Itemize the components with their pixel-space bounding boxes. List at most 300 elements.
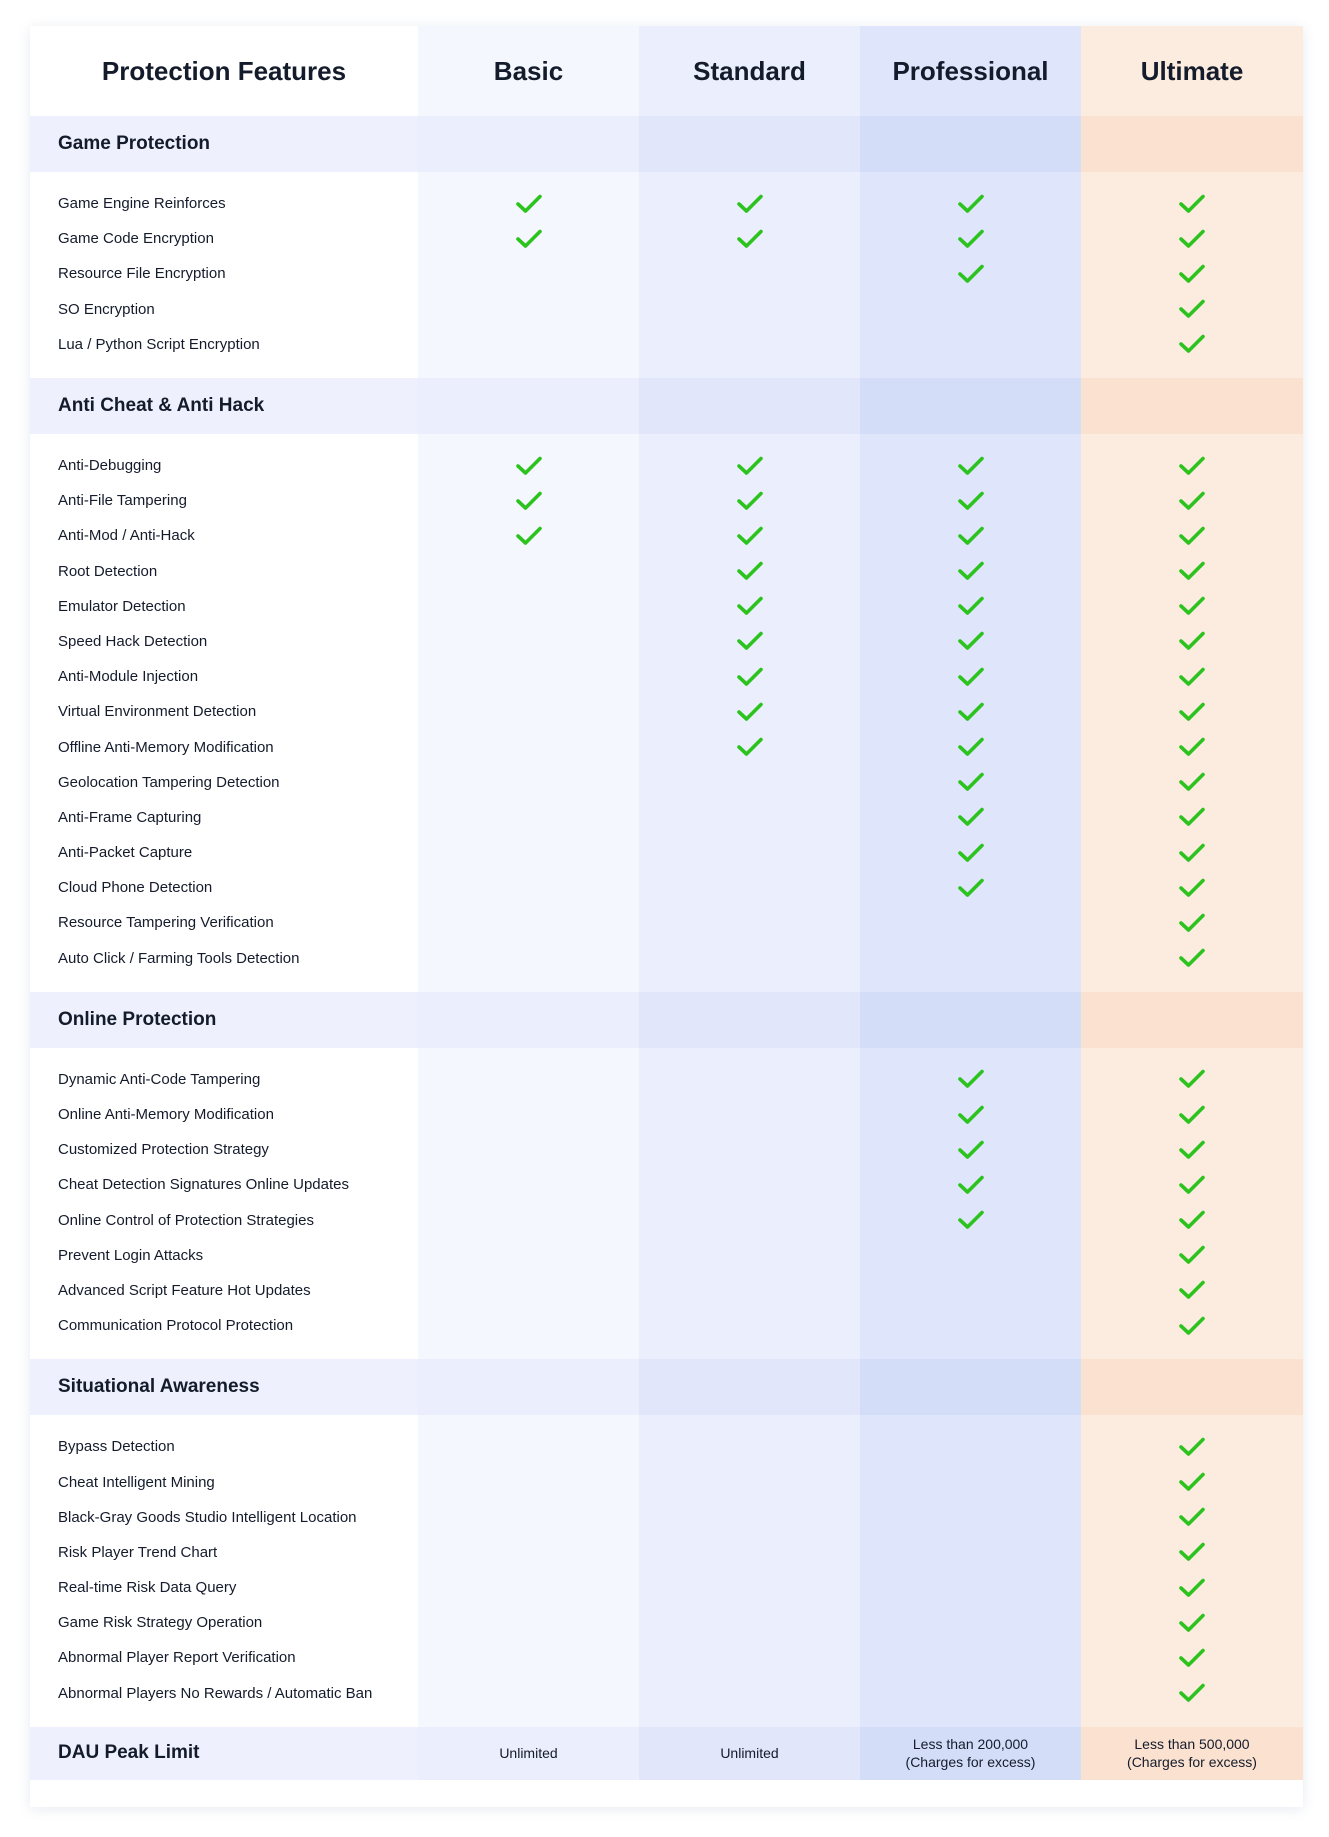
tier-cell-ultimate bbox=[1081, 448, 1303, 483]
tier-cell-basic bbox=[418, 659, 639, 694]
tier-cell-standard bbox=[639, 1605, 860, 1640]
check-icon bbox=[958, 526, 984, 546]
tier-cell-ultimate bbox=[1081, 1062, 1303, 1097]
spacer-cell bbox=[1081, 172, 1303, 186]
feature-row bbox=[30, 256, 1303, 291]
feature-name: Anti-Frame Capturing bbox=[30, 800, 418, 835]
feature-name: Offline Anti-Memory Modification bbox=[30, 729, 418, 764]
tier-cell-ultimate bbox=[1081, 186, 1303, 221]
section-tier-cell bbox=[860, 378, 1081, 434]
check-icon bbox=[958, 1175, 984, 1195]
feature-row bbox=[30, 1535, 1303, 1570]
spacer-cell bbox=[1081, 434, 1303, 448]
table-body bbox=[30, 116, 1303, 1727]
spacer-cell bbox=[418, 1711, 639, 1727]
tier-cell-professional bbox=[860, 729, 1081, 764]
feature-name: SO Encryption bbox=[30, 292, 418, 327]
dau-value-note: (Charges for excess) bbox=[1127, 1754, 1257, 1771]
tier-cell-standard bbox=[639, 1097, 860, 1132]
spacer-cell bbox=[639, 1415, 860, 1429]
tier-cell-basic bbox=[418, 186, 639, 221]
check-icon bbox=[1179, 737, 1205, 757]
spacer-cell bbox=[639, 1711, 860, 1727]
feature-name: Resource Tampering Verification bbox=[30, 905, 418, 940]
check-icon bbox=[1179, 561, 1205, 581]
tier-cell-standard bbox=[639, 1167, 860, 1202]
tier-cell-ultimate bbox=[1081, 1308, 1303, 1343]
check-icon bbox=[958, 772, 984, 792]
tier-cell-standard bbox=[639, 483, 860, 518]
tier-cell-basic bbox=[418, 1464, 639, 1499]
check-icon bbox=[958, 702, 984, 722]
tier-cell-ultimate bbox=[1081, 729, 1303, 764]
check-icon bbox=[1179, 1578, 1205, 1598]
dau-row bbox=[30, 1727, 1303, 1780]
check-icon bbox=[958, 807, 984, 827]
feature-name: Dynamic Anti-Code Tampering bbox=[30, 1062, 418, 1097]
feature-name: Cloud Phone Detection bbox=[30, 870, 418, 905]
tier-cell-standard bbox=[639, 765, 860, 800]
tier-cell-standard bbox=[639, 800, 860, 835]
check-icon bbox=[737, 631, 763, 651]
check-icon bbox=[958, 843, 984, 863]
check-icon bbox=[1179, 667, 1205, 687]
tier-cell-standard bbox=[639, 554, 860, 589]
check-icon bbox=[958, 491, 984, 511]
spacer-row bbox=[30, 172, 1303, 186]
section-tier-cell bbox=[639, 1359, 860, 1415]
check-icon bbox=[516, 526, 542, 546]
tier-cell-ultimate bbox=[1081, 1167, 1303, 1202]
check-icon bbox=[737, 667, 763, 687]
tier-cell-standard bbox=[639, 1429, 860, 1464]
spacer-cell bbox=[860, 362, 1081, 378]
spacer-cell bbox=[30, 172, 418, 186]
feature-name: Anti-Mod / Anti-Hack bbox=[30, 518, 418, 553]
tier-cell-ultimate bbox=[1081, 1640, 1303, 1675]
feature-name: Risk Player Trend Chart bbox=[30, 1535, 418, 1570]
tier-cell-ultimate bbox=[1081, 554, 1303, 589]
tier-cell-professional bbox=[860, 554, 1081, 589]
section-tier-cell bbox=[418, 1359, 639, 1415]
feature-row bbox=[30, 905, 1303, 940]
check-icon bbox=[1179, 948, 1205, 968]
feature-name: Geolocation Tampering Detection bbox=[30, 765, 418, 800]
spacer-cell bbox=[418, 172, 639, 186]
feature-name: Resource File Encryption bbox=[30, 256, 418, 291]
feature-name: Online Anti-Memory Modification bbox=[30, 1097, 418, 1132]
tier-cell-basic bbox=[418, 835, 639, 870]
pricing-comparison-card bbox=[30, 26, 1303, 1807]
tier-cell-professional bbox=[860, 870, 1081, 905]
dau-value-standard bbox=[639, 1727, 860, 1780]
tier-cell-standard bbox=[639, 1238, 860, 1273]
tier-cell-standard bbox=[639, 518, 860, 553]
tier-cell-ultimate bbox=[1081, 694, 1303, 729]
feature-name: Anti-Debugging bbox=[30, 448, 418, 483]
check-icon bbox=[1179, 1175, 1205, 1195]
feature-name: Prevent Login Attacks bbox=[30, 1238, 418, 1273]
feature-row bbox=[30, 1570, 1303, 1605]
tier-cell-ultimate bbox=[1081, 292, 1303, 327]
check-icon bbox=[516, 456, 542, 476]
feature-row bbox=[30, 518, 1303, 553]
feature-row bbox=[30, 1167, 1303, 1202]
check-icon bbox=[737, 737, 763, 757]
tier-cell-professional bbox=[860, 659, 1081, 694]
tier-cell-professional bbox=[860, 624, 1081, 659]
tier-cell-basic bbox=[418, 1132, 639, 1167]
feature-row bbox=[30, 1132, 1303, 1167]
check-icon bbox=[958, 561, 984, 581]
feature-row bbox=[30, 941, 1303, 976]
feature-row bbox=[30, 1203, 1303, 1238]
tier-cell-ultimate bbox=[1081, 483, 1303, 518]
tier-cell-professional bbox=[860, 1570, 1081, 1605]
spacer-cell bbox=[1081, 362, 1303, 378]
tier-cell-ultimate bbox=[1081, 765, 1303, 800]
section-header-row bbox=[30, 1359, 1303, 1415]
check-icon bbox=[1179, 1105, 1205, 1125]
check-icon bbox=[1179, 631, 1205, 651]
tier-cell-standard bbox=[639, 835, 860, 870]
spacer-cell bbox=[639, 1048, 860, 1062]
feature-row bbox=[30, 186, 1303, 221]
spacer-cell bbox=[639, 1343, 860, 1359]
check-icon bbox=[737, 194, 763, 214]
tier-cell-professional bbox=[860, 1464, 1081, 1499]
check-icon bbox=[958, 596, 984, 616]
check-icon bbox=[1179, 526, 1205, 546]
check-icon bbox=[1179, 1140, 1205, 1160]
feature-name: Customized Protection Strategy bbox=[30, 1132, 418, 1167]
spacer-cell bbox=[418, 1048, 639, 1062]
tier-cell-ultimate bbox=[1081, 1464, 1303, 1499]
section-header-row bbox=[30, 116, 1303, 172]
check-icon bbox=[1179, 807, 1205, 827]
feature-row bbox=[30, 327, 1303, 362]
feature-name: Communication Protocol Protection bbox=[30, 1308, 418, 1343]
feature-name: Cheat Detection Signatures Online Updates bbox=[30, 1167, 418, 1202]
tier-cell-standard bbox=[639, 292, 860, 327]
feature-comparison-table bbox=[30, 26, 1303, 1780]
tier-cell-ultimate bbox=[1081, 1273, 1303, 1308]
spacer-cell bbox=[639, 976, 860, 992]
tier-cell-ultimate bbox=[1081, 1429, 1303, 1464]
feature-row bbox=[30, 1500, 1303, 1535]
spacer-cell bbox=[30, 1415, 418, 1429]
spacer-cell bbox=[860, 976, 1081, 992]
tier-cell-professional bbox=[860, 1238, 1081, 1273]
spacer-cell bbox=[418, 362, 639, 378]
spacer-cell bbox=[639, 434, 860, 448]
tier-cell-standard bbox=[639, 186, 860, 221]
tier-cell-standard bbox=[639, 589, 860, 624]
check-icon bbox=[958, 1069, 984, 1089]
spacer-cell bbox=[30, 1048, 418, 1062]
tier-cell-professional bbox=[860, 221, 1081, 256]
spacer-row bbox=[30, 362, 1303, 378]
dau-value-line: Less than 500,000 bbox=[1134, 1736, 1250, 1753]
section-tier-cell bbox=[639, 378, 860, 434]
feature-row bbox=[30, 554, 1303, 589]
tier-cell-basic bbox=[418, 905, 639, 940]
tier-cell-standard bbox=[639, 448, 860, 483]
spacer-cell bbox=[30, 976, 418, 992]
check-icon bbox=[737, 702, 763, 722]
header-tier-standard: Standard bbox=[639, 26, 860, 116]
tier-cell-basic bbox=[418, 292, 639, 327]
tier-cell-standard bbox=[639, 870, 860, 905]
tier-cell-basic bbox=[418, 483, 639, 518]
feature-row bbox=[30, 448, 1303, 483]
tier-cell-ultimate bbox=[1081, 835, 1303, 870]
feature-row bbox=[30, 694, 1303, 729]
tier-cell-ultimate bbox=[1081, 221, 1303, 256]
tier-cell-standard bbox=[639, 1464, 860, 1499]
tier-cell-professional bbox=[860, 694, 1081, 729]
check-icon bbox=[1179, 299, 1205, 319]
section-tier-cell bbox=[860, 116, 1081, 172]
check-icon bbox=[1179, 596, 1205, 616]
spacer-cell bbox=[418, 1415, 639, 1429]
tier-cell-standard bbox=[639, 905, 860, 940]
feature-row bbox=[30, 1273, 1303, 1308]
check-icon bbox=[1179, 264, 1205, 284]
check-icon bbox=[1179, 843, 1205, 863]
check-icon bbox=[1179, 334, 1205, 354]
check-icon bbox=[1179, 1069, 1205, 1089]
check-icon bbox=[516, 229, 542, 249]
section-tier-cell bbox=[639, 992, 860, 1048]
check-icon bbox=[1179, 878, 1205, 898]
tier-cell-professional bbox=[860, 1676, 1081, 1711]
tier-cell-standard bbox=[639, 1062, 860, 1097]
spacer-cell bbox=[1081, 1343, 1303, 1359]
tier-cell-professional bbox=[860, 800, 1081, 835]
section-tier-cell bbox=[418, 116, 639, 172]
tier-cell-standard bbox=[639, 659, 860, 694]
section-tier-cell bbox=[639, 116, 860, 172]
check-icon bbox=[737, 561, 763, 581]
feature-name: Anti-Module Injection bbox=[30, 659, 418, 694]
feature-row bbox=[30, 1640, 1303, 1675]
feature-row bbox=[30, 870, 1303, 905]
tier-cell-basic bbox=[418, 554, 639, 589]
tier-cell-basic bbox=[418, 327, 639, 362]
check-icon bbox=[516, 194, 542, 214]
tier-cell-basic bbox=[418, 694, 639, 729]
spacer-row bbox=[30, 434, 1303, 448]
section-tier-cell bbox=[1081, 1359, 1303, 1415]
tier-cell-professional bbox=[860, 1640, 1081, 1675]
spacer-cell bbox=[1081, 1415, 1303, 1429]
tier-cell-basic bbox=[418, 221, 639, 256]
tier-cell-standard bbox=[639, 694, 860, 729]
tier-cell-basic bbox=[418, 1640, 639, 1675]
section-title: Anti Cheat & Anti Hack bbox=[30, 378, 418, 434]
tier-cell-ultimate bbox=[1081, 1570, 1303, 1605]
tier-cell-basic bbox=[418, 870, 639, 905]
section-tier-cell bbox=[1081, 378, 1303, 434]
section-tier-cell bbox=[418, 378, 639, 434]
tier-cell-ultimate bbox=[1081, 589, 1303, 624]
feature-name: Game Risk Strategy Operation bbox=[30, 1605, 418, 1640]
spacer-row bbox=[30, 1343, 1303, 1359]
tier-cell-basic bbox=[418, 624, 639, 659]
tier-cell-professional bbox=[860, 186, 1081, 221]
spacer-cell bbox=[860, 172, 1081, 186]
check-icon bbox=[958, 194, 984, 214]
tier-cell-basic bbox=[418, 1308, 639, 1343]
tier-cell-ultimate bbox=[1081, 659, 1303, 694]
check-icon bbox=[958, 667, 984, 687]
tier-cell-basic bbox=[418, 1167, 639, 1202]
spacer-cell bbox=[418, 1343, 639, 1359]
section-tier-cell bbox=[860, 992, 1081, 1048]
dau-value-ultimate bbox=[1081, 1727, 1303, 1780]
spacer-cell bbox=[418, 434, 639, 448]
tier-cell-standard bbox=[639, 1535, 860, 1570]
tier-cell-ultimate bbox=[1081, 800, 1303, 835]
check-icon bbox=[1179, 1245, 1205, 1265]
section-title: Online Protection bbox=[30, 992, 418, 1048]
spacer-cell bbox=[30, 1343, 418, 1359]
feature-name: Root Detection bbox=[30, 554, 418, 589]
feature-row bbox=[30, 1238, 1303, 1273]
tier-cell-standard bbox=[639, 1570, 860, 1605]
tier-cell-professional bbox=[860, 1167, 1081, 1202]
tier-cell-professional bbox=[860, 941, 1081, 976]
tier-cell-professional bbox=[860, 905, 1081, 940]
spacer-cell bbox=[639, 362, 860, 378]
tier-cell-ultimate bbox=[1081, 1500, 1303, 1535]
tier-cell-ultimate bbox=[1081, 870, 1303, 905]
tier-cell-ultimate bbox=[1081, 1238, 1303, 1273]
tier-cell-standard bbox=[639, 624, 860, 659]
feature-name: Advanced Script Feature Hot Updates bbox=[30, 1273, 418, 1308]
tier-cell-professional bbox=[860, 1605, 1081, 1640]
feature-name: Bypass Detection bbox=[30, 1429, 418, 1464]
check-icon bbox=[1179, 913, 1205, 933]
feature-row bbox=[30, 1605, 1303, 1640]
check-icon bbox=[1179, 1280, 1205, 1300]
tier-cell-standard bbox=[639, 256, 860, 291]
tier-cell-basic bbox=[418, 1535, 639, 1570]
tier-cell-professional bbox=[860, 448, 1081, 483]
feature-row bbox=[30, 1062, 1303, 1097]
check-icon bbox=[1179, 1507, 1205, 1527]
tier-cell-ultimate bbox=[1081, 905, 1303, 940]
tier-cell-professional bbox=[860, 835, 1081, 870]
tier-cell-basic bbox=[418, 1500, 639, 1535]
tier-cell-standard bbox=[639, 1308, 860, 1343]
tier-cell-basic bbox=[418, 518, 639, 553]
check-icon bbox=[1179, 1542, 1205, 1562]
check-icon bbox=[1179, 1210, 1205, 1230]
feature-name: Virtual Environment Detection bbox=[30, 694, 418, 729]
tier-cell-basic bbox=[418, 941, 639, 976]
tier-cell-basic bbox=[418, 256, 639, 291]
section-tier-cell bbox=[1081, 992, 1303, 1048]
tier-cell-professional bbox=[860, 1429, 1081, 1464]
check-icon bbox=[1179, 1613, 1205, 1633]
tier-cell-standard bbox=[639, 941, 860, 976]
section-tier-cell bbox=[1081, 116, 1303, 172]
section-title: Game Protection bbox=[30, 116, 418, 172]
tier-cell-ultimate bbox=[1081, 1605, 1303, 1640]
feature-name: Abnormal Players No Rewards / Automatic Ban bbox=[30, 1676, 418, 1711]
check-icon bbox=[958, 229, 984, 249]
dau-value-line: Less than 200,000 bbox=[912, 1736, 1029, 1753]
spacer-cell bbox=[30, 1711, 418, 1727]
spacer-cell bbox=[1081, 1711, 1303, 1727]
spacer-row bbox=[30, 1048, 1303, 1062]
tier-cell-ultimate bbox=[1081, 256, 1303, 291]
dau-value-line: Unlimited bbox=[499, 1745, 558, 1762]
feature-row bbox=[30, 1464, 1303, 1499]
tier-cell-basic bbox=[418, 448, 639, 483]
tier-cell-standard bbox=[639, 1500, 860, 1535]
feature-name: Game Code Encryption bbox=[30, 221, 418, 256]
feature-name: Cheat Intelligent Mining bbox=[30, 1464, 418, 1499]
feature-name: Anti-File Tampering bbox=[30, 483, 418, 518]
feature-row bbox=[30, 765, 1303, 800]
tier-cell-professional bbox=[860, 1500, 1081, 1535]
spacer-cell bbox=[860, 1711, 1081, 1727]
tier-cell-basic bbox=[418, 1676, 639, 1711]
spacer-cell bbox=[860, 1048, 1081, 1062]
feature-name: Game Engine Reinforces bbox=[30, 186, 418, 221]
feature-name: Online Control of Protection Strategies bbox=[30, 1203, 418, 1238]
check-icon bbox=[958, 1140, 984, 1160]
feature-name: Auto Click / Farming Tools Detection bbox=[30, 941, 418, 976]
header-features: Protection Features bbox=[30, 26, 418, 116]
feature-name: Anti-Packet Capture bbox=[30, 835, 418, 870]
check-icon bbox=[737, 526, 763, 546]
tier-cell-basic bbox=[418, 1605, 639, 1640]
tier-cell-basic bbox=[418, 1429, 639, 1464]
tier-cell-standard bbox=[639, 327, 860, 362]
dau-value-note: (Charges for excess) bbox=[905, 1754, 1036, 1771]
feature-row bbox=[30, 729, 1303, 764]
tier-cell-professional bbox=[860, 1203, 1081, 1238]
check-icon bbox=[1179, 491, 1205, 511]
feature-row bbox=[30, 800, 1303, 835]
spacer-cell bbox=[1081, 1048, 1303, 1062]
check-icon bbox=[958, 878, 984, 898]
tier-cell-basic bbox=[418, 765, 639, 800]
spacer-cell bbox=[860, 434, 1081, 448]
tier-cell-standard bbox=[639, 1640, 860, 1675]
spacer-cell bbox=[860, 1415, 1081, 1429]
feature-name: Speed Hack Detection bbox=[30, 624, 418, 659]
feature-row bbox=[30, 1308, 1303, 1343]
tier-cell-basic bbox=[418, 1570, 639, 1605]
check-icon bbox=[1179, 194, 1205, 214]
tier-cell-professional bbox=[860, 765, 1081, 800]
check-icon bbox=[1179, 772, 1205, 792]
feature-row bbox=[30, 292, 1303, 327]
check-icon bbox=[1179, 456, 1205, 476]
spacer-cell bbox=[1081, 976, 1303, 992]
tier-cell-basic bbox=[418, 729, 639, 764]
check-icon bbox=[737, 596, 763, 616]
tier-cell-professional bbox=[860, 589, 1081, 624]
feature-row bbox=[30, 221, 1303, 256]
tier-cell-professional bbox=[860, 1535, 1081, 1570]
tier-cell-ultimate bbox=[1081, 1097, 1303, 1132]
